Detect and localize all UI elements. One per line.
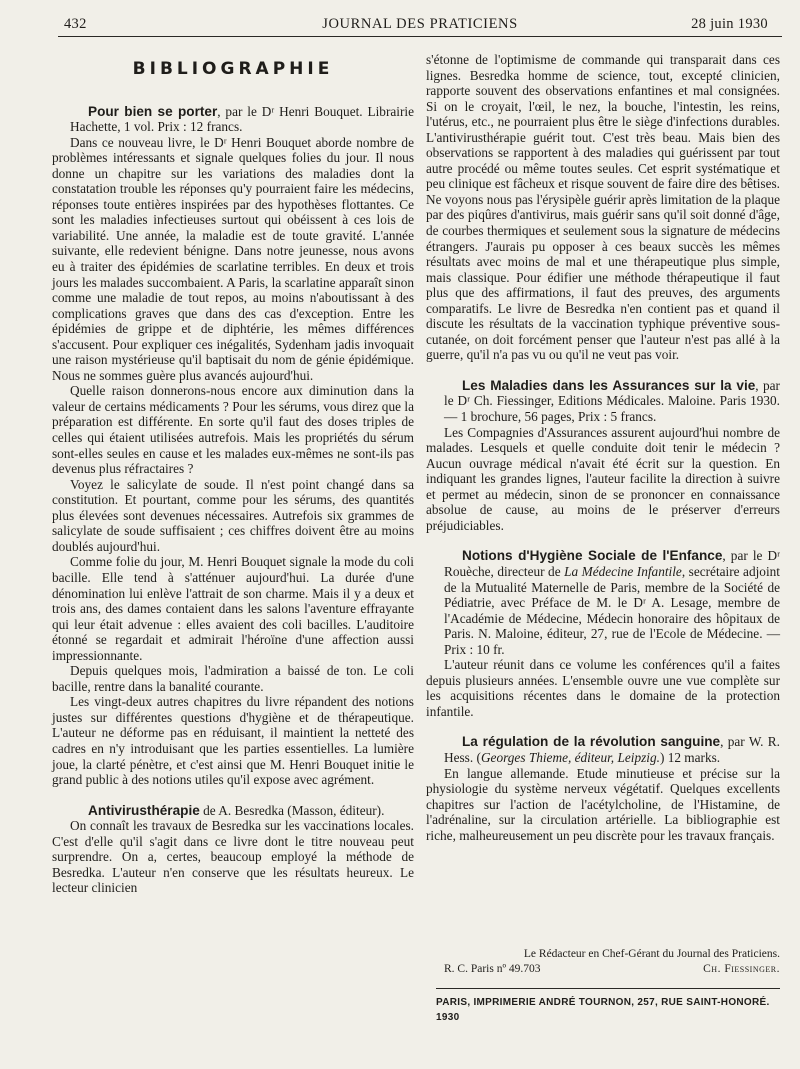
review-paragraph: Comme folie du jour, M. Henri Bouquet signale la mode du coli bacille. Elle tend à s'atténuer aujourd'hui. La durée d'une dénomination lui enlève l'attrait de son charme. Mais il y a deux et trois ans, des dames contaient dans les salons l'aventure effrayante qui leur était advenue : elles avaient des coli bacilles. L'auditoire étonné se regardait et admirait l'héroïne d'une affection aussi impressionnante. [52, 554, 414, 663]
book-citation: , par le Dʳ Rouèche, directeur de [444, 548, 780, 579]
review-paragraph-continued: s'étonne de l'optimisme de commande qui transparait dans ces lignes. Besredka homme de science, tout, excepté clinicien, rapporte souvent des observations enfantines et mal consignées. Si on le croyait, l'œil, le nez, la bouche, l'intestin, les reins, l'utérus, etc., ne pourraient plus être le siège d'infections durables. L'antivirusthérapie guérit tout. C'est très beau. Mais bien des observations se rapportent à des maladies qui guérissent par tout autre procédé ou même toutes seules. Cet esprit systématique et peu clinique est fâcheux et risque souvent de faire dire des bêtises. Ne voyons nous pas l'érysipèle guérir après limitation de la plaque par des piqûres d'antivirus, mais guérir sans qu'il soit donné d'âge, de courbes thermiques et seulement sous la signature de médecins étrangers. J'aurais pu opposer à ces beaux succès les mêmes résultats avec moins de mal et une thérapeutique plus simple, mais classique. Pour édifier une méthode thérapeutique il faut plus que des affirmations, il faut des preuves, des arguments comparatifs. Le livre de Besredka n'en contient pas et quand il discute les résultats de la vaccination typhique préventive sous-cutanée, on doit forcément penser que l'auteur n'est pas allé à la guerre, qu'il n'a pas vu ou qu'il ne veut pas voir. [426, 52, 780, 363]
review-paragraph: Les Compagnies d'Assurances assurent aujourd'hui nombre de malades. Lesquels et quelle conduite doit tenir le médecin ? Aucun ouvrage médical n'avait été écrit sur la question. En indiquant les grandes lignes, l'auteur facilite la direction à suivre et permet au médecin, sinon de se prononcer en connaissance absolue de cause, au moins de le préserver d'erreurs préjudiciables. [426, 424, 780, 533]
imprint [436, 947, 780, 1025]
book-title: Antivirusthérapie [88, 802, 200, 818]
review-paragraph: En langue allemande. Etude minutieuse et précise sur la physiologie du système nerveux végétatif. Quelques excellents chapitres sur l'action de l'acétylcholine, de l'Histamine, de l'adrénaline, sur la circulation artérielle. La bibliographie est riche, malheureusement un peu discrète pour les travaux français. [426, 765, 780, 843]
review-paragraph: Depuis quelques mois, l'admiration a baissé de ton. Le coli bacille, rentre dans la banalité courante. [52, 663, 414, 694]
issue-date: 28 juin 1930 [691, 16, 768, 32]
book-citation: , par le Dʳ Ch. Fiessinger, Editions Médicales. Maloine. Paris 1930. — 1 brochure, 56 pages, Prix : 5 francs. [444, 377, 780, 425]
printer-line: PARIS, IMPRIMERIE ANDRÉ TOURNON, 257, RUE SAINT-HONORÉ. 1930 [436, 997, 770, 1023]
publisher: Georges Thieme, éditeur, Leipzig. [480, 749, 660, 765]
book-title: Les Maladies dans les Assurances sur la vie [462, 377, 756, 393]
section-title: BIBLIOGRAPHIE [132, 59, 334, 79]
imprint-rule [436, 988, 780, 989]
book-title: La régulation de la révolution sanguine [462, 734, 721, 750]
review-paragraph: Dans ce nouveau livre, le Dʳ Henri Bouquet aborde nombre de problèmes intéressants et signale quelques folies du jour. Il nous donne un chapitre sur les variations des maladies dont la constatation trouble les réponses qu'y pourraient faire les médecins, réponses toute entières inspirées par des hypothèses flottantes. Ce sont les maladies infectieuses surtout qui obéissent à ces lois de variabilité. Une année, la maladie est de toute gravité. L'année suivante, elle redevient bénigne. Dans notre jeunesse, nous avons eu à traiter des épidémies de scarlatine terribles. En deux et trois jours les malades succombaient. A Paris, la scarlatine apparaît sinon comme une maladie de tout repos, au moins n'aboutissant à des complications graves que dans des cas d'exception. Entre les épidémies de grippe et de diphtérie, les mêmes différences s'accusent. Pour expliquer ces inégalités, Sydenham jadis invoquait une raison mystérieuse qu'il baptisait du nom de génie épidémique. Nous ne sommes guère plus avancés aujourd'hui. [52, 134, 414, 383]
journal-title: JOURNAL DES PRATICIENS [322, 16, 518, 32]
editor-name: Ch. Fiessinger. [703, 963, 780, 975]
review-paragraph: On connaît les travaux de Besredka sur les vaccinations locales. C'est d'elle qu'il s'agit dans ce livre dont le titre nouveau peut surprendre. On a, certes, beaucoup employé la méthode de Besredka. L'auteur n'en conserve que les résultats heureux. Le lecteur clinicien [52, 818, 414, 896]
review-paragraph: L'auteur réunit dans ce volume les conférences qu'il a faites depuis plusieurs années. L'ensemble ouvre une vue complète sur les acquisitions récentes dans le domaine de la protection infantile. [426, 657, 780, 719]
book-title: Notions d'Hygiène Sociale de l'Enfance [462, 548, 723, 564]
book-entry-heading [426, 734, 780, 765]
book-citation: , secrétaire adjoint de la Mutualité Maternelle de Paris, membre de la Société de Pédiatrie, avec Préface de M. le Dʳ A. Lesage, membre de l'Académie de Médecine, Médecin honoraire des hôpitaux de Paris. N. Maloine, éditeur, 27, rue de l'Ecole de Médecine. — Prix : 10 fr. [444, 563, 780, 657]
book-citation: ) 12 marks. [659, 749, 721, 765]
running-head [58, 14, 782, 37]
book-entry-heading [52, 803, 414, 819]
registry-number: R. C. Paris nº 49.703 [444, 963, 541, 975]
book-title: Pour bien se porter [88, 103, 218, 119]
book-entry-heading [426, 548, 780, 657]
page-number: 432 [64, 16, 87, 32]
review-paragraph: Les vingt-deux autres chapitres du livre répandent des notions justes sur différentes questions d'hygiène et de thérapeutique. L'auteur ne déforme pas en réduisant, il maintient la netteté des cadres en n'y introduisant que les parties essentielles. La lumière joue, la clarté pénètre, et c'est ainsi que M. Henri Bouquet initie le grand public à des notions utiles qu'il expose avec agrément. [52, 694, 414, 788]
left-column [52, 58, 414, 896]
right-column [426, 52, 780, 843]
review-paragraph: Quelle raison donnerons-nous encore aux diminution dans la valeur de certains médicaments ? Pour les sérums, vous direz que la préparation est différente. En sorte qu'il faut des doses triples de celles qui étaient utilisées autrefois. Mais les propriétés du sérum sont-elles seules en cause et les malades eux-mêmes ne sont-ils pas devenus plus réfractaires ? [52, 383, 414, 477]
book-entry-heading [52, 104, 414, 135]
journal-name: La Médecine Infantile [564, 563, 682, 579]
book-citation: , par le Dʳ Henri Bouquet. Librairie Hachette, 1 vol. Prix : 12 francs. [70, 103, 414, 135]
book-citation: de A. Besredka (Masson, éditeur). [199, 802, 385, 818]
book-citation: , par W. R. Hess. ( [444, 734, 781, 765]
book-entry-heading [426, 378, 780, 425]
review-paragraph: Voyez le salicylate de soude. Il n'est point changé dans sa constitution. Et pourtant, comme pour les sérums, des quantités plus élevées sont devenues nécessaires. Autrefois six grammes de salicylate de soude suffisaient ; ces chiffres doivent être au moins doublés aujourd'hui. [52, 476, 414, 554]
editor-line: Le Rédacteur en Chef-Gérant du Journal des Praticiens. [523, 948, 780, 960]
imprint-row [436, 962, 780, 977]
